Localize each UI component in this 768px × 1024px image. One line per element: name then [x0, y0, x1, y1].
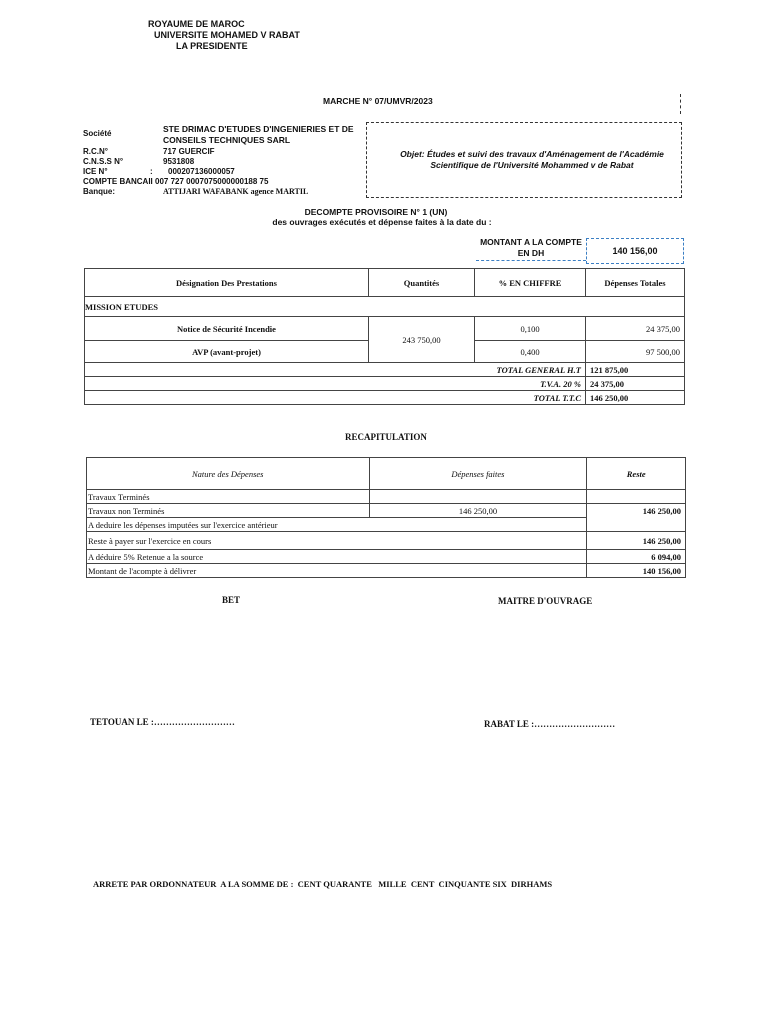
arrete-somme: ARRETE PAR ORDONNATEUR A LA SOMME DE : CENT QUARANTE MILLE CENT CINQUANTE SIX DIRHAMS [93, 879, 553, 889]
montant-label [476, 237, 586, 259]
montant-underline [476, 260, 586, 261]
table-row [87, 564, 686, 578]
recap-header-row [87, 458, 686, 490]
recap-label: Travaux Terminés [87, 490, 370, 504]
montant-box [586, 238, 684, 264]
recap-faites: 146 250,00 [369, 504, 587, 518]
prestations-table [84, 268, 685, 405]
tva-label: T.V.A. 20 % [85, 377, 586, 391]
table-row [87, 532, 686, 550]
row-quantite: 243 750,00 [369, 317, 475, 363]
recap-reste: 146 250,00 [587, 504, 686, 518]
cnss-value: 9531808 [163, 157, 195, 166]
total-label: TOTAL GENERAL H.T [85, 363, 586, 377]
row-total: 24 375,00 [586, 317, 685, 341]
ice-separator: : [150, 167, 153, 176]
societe-value-line1: STE DRIMAC D'ETUDES D'INGENIERIES ET DE [163, 124, 354, 134]
recap-reste [587, 518, 686, 532]
marche-number: MARCHE N° 07/UMVR/2023 [323, 96, 433, 106]
objet-line1: Objet: Études et suivi des travaux d'Aménagement de l'Académie [400, 149, 664, 159]
recap-label: Reste à payer sur l'exercice en cours [87, 532, 587, 550]
header-depenses-totales: Dépenses Totales [586, 269, 685, 297]
societe-value [163, 124, 354, 146]
header-university: UNIVERSITE MOHAMED V RABAT [154, 30, 300, 40]
header-kingdom: ROYAUME DE MAROC [148, 19, 245, 29]
section-mission-etudes: MISSION ETUDES [85, 297, 685, 317]
total-value: 121 875,00 [586, 363, 685, 377]
objet-line2: Scientifique de l'Université Mohammed v de Rabat [430, 160, 634, 170]
decompte-title-text: DECOMPTE PROVISOIRE N° 1 (UN) [304, 207, 448, 217]
decompte-title [0, 207, 768, 217]
header-quantites: Quantités [369, 269, 475, 297]
row-pourcentage: 0,400 [475, 341, 586, 363]
recap-label: A deduire les dépenses imputées sur l'exercice antérieur [87, 518, 587, 532]
montant-value: 140 156,00 [612, 246, 658, 256]
recap-label: A déduire 5% Retenue a la source [87, 550, 587, 564]
rabat-date-line: RABAT LE :……………………… [484, 719, 616, 729]
decompte-subtitle [0, 217, 768, 227]
recap-table [86, 457, 686, 578]
table-row [87, 504, 686, 518]
banque-value: ATTIJARI WAFABANK agence MARTIL [163, 187, 309, 196]
tva-value: 24 375,00 [586, 377, 685, 391]
cnss-label: C.N.S.S N° [83, 157, 124, 166]
total-row [85, 363, 685, 377]
total-row [85, 377, 685, 391]
recap-reste: 140 156,00 [587, 564, 686, 578]
montant-label-line1: MONTANT A LA COMPTE [480, 237, 582, 247]
tetouan-date-line: TETOUAN LE :……………………… [90, 717, 235, 727]
recap-reste: 146 250,00 [587, 532, 686, 550]
header-designation: Désignation Des Prestations [85, 269, 369, 297]
objet-text [387, 149, 677, 171]
ice-label: ICE N° [83, 167, 108, 176]
table-row [87, 490, 686, 504]
row-total: 97 500,00 [586, 341, 685, 363]
header-nature: Nature des Dépenses [87, 458, 370, 490]
header-faites: Dépenses faites [369, 458, 587, 490]
table-row [87, 518, 686, 532]
total-row [85, 391, 685, 405]
recap-reste: 6 094,00 [587, 550, 686, 564]
rc-value: 717 GUERCIF [163, 147, 215, 156]
recap-label: Travaux non Terminés [87, 504, 370, 518]
row-designation: AVP (avant-projet) [85, 341, 369, 363]
ttc-value: 146 250,00 [586, 391, 685, 405]
ttc-label: TOTAL T.T.C [85, 391, 586, 405]
banque-label: Banque: [83, 187, 115, 196]
compte-bancaire: COMPTE BANCAII 007 727 0007075000000188 75 [83, 177, 269, 186]
ice-value: 000207136000057 [168, 167, 235, 176]
recap-faites [369, 490, 587, 504]
header-reste: Reste [587, 458, 686, 490]
margin-marker [680, 94, 681, 114]
recap-label: Montant de l'acompte à délivrer [87, 564, 587, 578]
decompte-subtitle-text: des ouvrages exécutés et dépense faites à la date du : [272, 217, 492, 227]
recap-reste [587, 490, 686, 504]
signature-bet: BET [222, 595, 241, 605]
rc-label: R.C.N° [83, 147, 108, 156]
table-row [87, 550, 686, 564]
header-presidente: LA PRESIDENTE [176, 41, 248, 51]
table-row [85, 317, 685, 341]
societe-label: Société [83, 129, 112, 138]
row-designation: Notice de Sécurité Incendie [85, 317, 369, 341]
montant-label-line2: EN DH [517, 248, 545, 258]
section-row [85, 297, 685, 317]
societe-value-line2: CONSEILS TECHNIQUES SARL [163, 135, 291, 145]
prestations-header-row [85, 269, 685, 297]
header-pourcentage: % EN CHIFFRE [475, 269, 586, 297]
signature-maitre-ouvrage: MAITRE D'OUVRAGE [498, 596, 593, 606]
objet-box [366, 122, 682, 198]
recap-title: RECAPITULATION [345, 432, 427, 442]
row-pourcentage: 0,100 [475, 317, 586, 341]
